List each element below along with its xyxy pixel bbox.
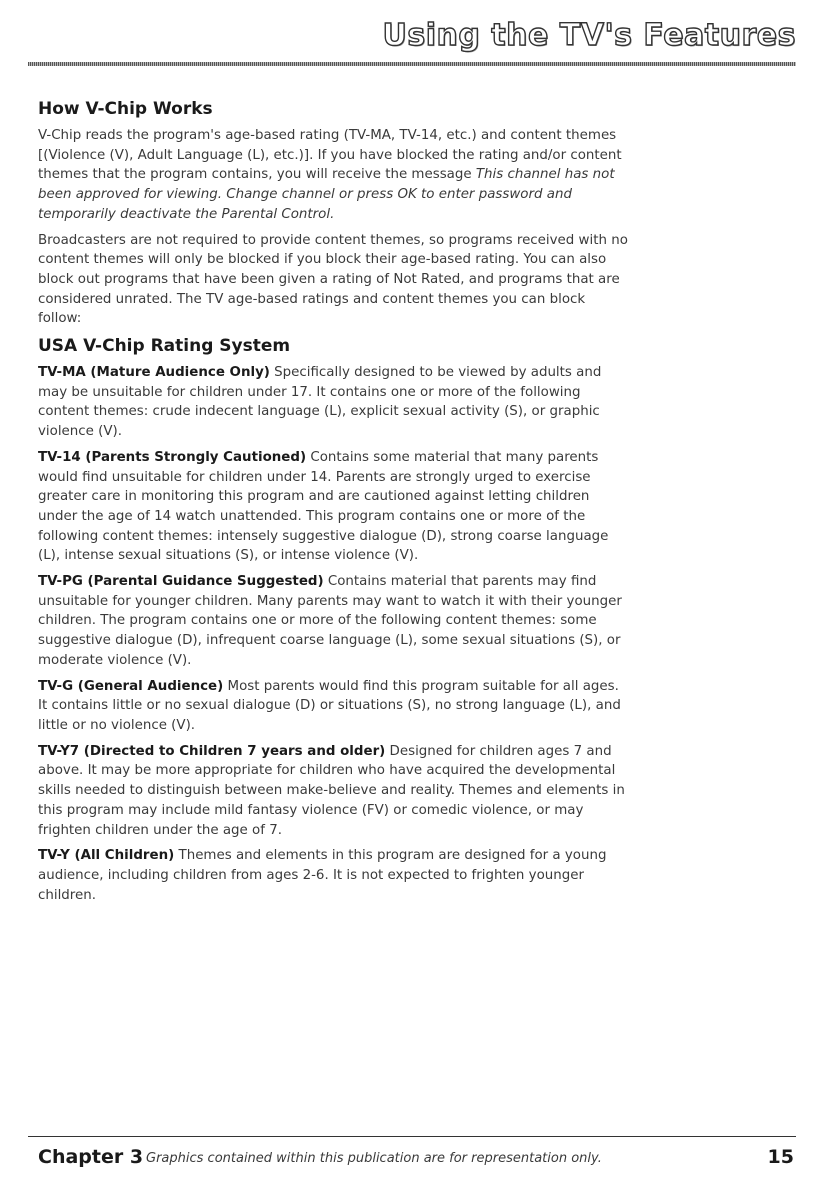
- page-header: [28, 16, 796, 64]
- page-footer: [38, 1142, 794, 1172]
- rating-tv-pg: [38, 572, 628, 671]
- rating-term: TV-14 (Parents Strongly Cautioned): [38, 449, 307, 465]
- page-number: 15: [767, 1146, 794, 1168]
- header-rule: [28, 62, 796, 66]
- paragraph-vchip-intro: [38, 126, 628, 225]
- vchip-message: This channel has not been approved for viewing. Change channel or press OK to enter password and temporarily deactivate the Parental Control.: [38, 167, 615, 222]
- rating-tv-ma: [38, 363, 628, 442]
- paragraph-broadcasters: Broadcasters are not required to provide content themes, so programs received with no content themes will only be blocked if you block their age-based rating. You can also block out programs that have been given a rating of Not Rated, and programs that are considered unrated. The TV age-based ratings and content themes you can block follow:: [38, 232, 628, 327]
- rating-term: TV-PG (Parental Guidance Suggested): [38, 574, 324, 590]
- rating-term: TV-Y (All Children): [38, 848, 175, 864]
- section-heading-usa-rating-system: USA V-Chip Rating System: [38, 336, 291, 357]
- rating-tv-g: [38, 677, 628, 736]
- rating-tv-14: [38, 448, 628, 566]
- representation-note: Graphics contained within this publication are for representation only.: [146, 1151, 602, 1166]
- rating-description: Contains some material that many parents would find unsuitable for children under 14. Parents are strongly urged to exercise greater care in monitoring this program and are cautioned against letting children under the age of 14 watch unattended. This program contains one or more of the following content themes: intensely suggestive dialogue (D), strong coarse language (L), intense sexual situations (S), or intense violence (V).: [38, 449, 609, 564]
- rating-description: Specifically designed to be viewed by adults and may be unsuitable for children under 17. It contains one or more of the following content themes: crude indecent language (L), explicit sexual activity (S), or graphic violence (V).: [38, 365, 602, 440]
- rating-tv-y7: [38, 742, 628, 841]
- chapter-label: Chapter 3: [38, 1146, 144, 1168]
- rating-term: TV-MA (Mature Audience Only): [38, 365, 270, 381]
- rating-description: Contains material that parents may find unsuitable for younger children. Many parents may want to watch it with their younger children. The program contains one or more of the following content themes: some suggestive dialogue (D), infrequent coarse language (L), some sexual situations (S), or moderate violence (V).: [38, 574, 622, 668]
- rating-description: Themes and elements in this program are designed for a young audience, including children from ages 2-6. It is not expected to frighten younger children.: [38, 848, 607, 903]
- main-content: [38, 98, 628, 911]
- rating-description: Most parents would find this program suitable for all ages. It contains little or no sexual dialogue (D) or situations (S), no strong language (L), and little or no violence (V).: [38, 678, 621, 733]
- header-title: Using the TV's Features: [382, 18, 796, 53]
- footer-rule: [28, 1136, 796, 1137]
- rating-description: Designed for children ages 7 and above. It may be more appropriate for children who have acquired the developmental skills needed to distinguish between make-believe and reality. Themes and elements in this program may include mild fantasy violence (FV) or comedic violence, or may frighten children under the age of 7.: [38, 743, 625, 838]
- section-heading-how-vchip-works: How V-Chip Works: [38, 99, 213, 119]
- rating-term: TV-G (General Audience): [38, 678, 224, 694]
- paragraph-text: V-Chip reads the program's age-based rating (TV-MA, TV-14, etc.) and content themes [(Violence (V), Adult Language (L), etc.)]. If you have blocked the rating and/or content themes that the program contains, you will receive the message: [38, 128, 622, 183]
- rating-term: TV-Y7 (Directed to Children 7 years and older): [38, 743, 386, 759]
- rating-tv-y: [38, 846, 628, 905]
